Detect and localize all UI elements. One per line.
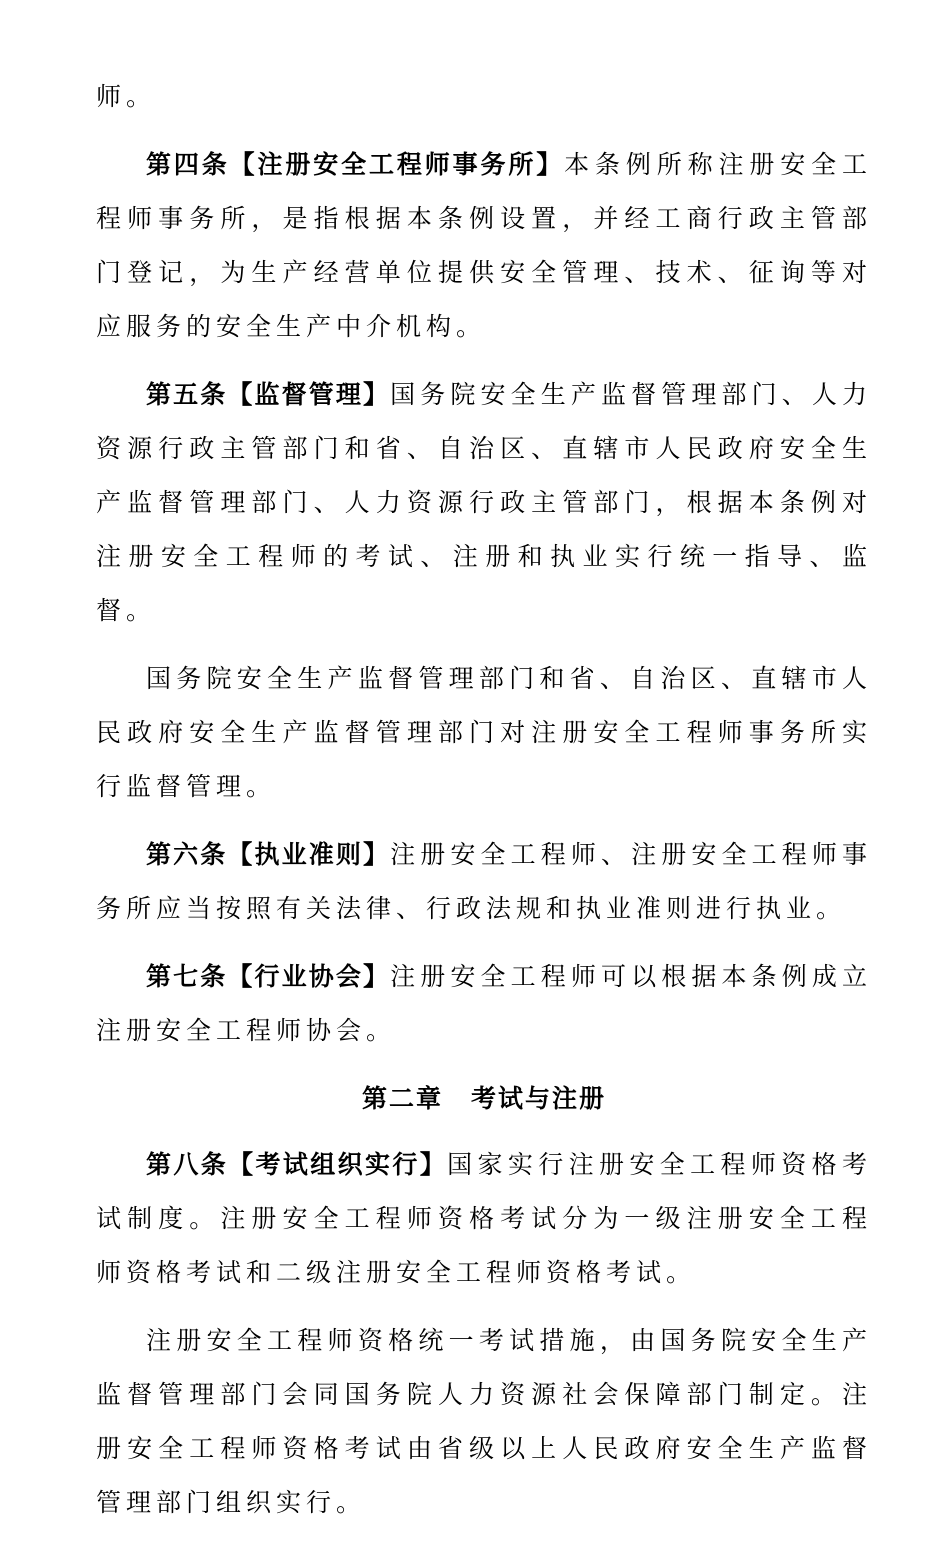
article-text: 国家实行注册安全工程师资格考试制度。注册安全工程师资格考试分为一级注册安全工程师资格考试和二级注册安全工程师资格考试。 (96, 1150, 872, 1287)
paragraph-text: 国务院安全生产监督管理部门和省、自治区、直辖市人民政府安全生产监督管理部门对注册安全工程师事务所实行监督管理。 (96, 664, 872, 801)
chapter-heading (96, 1072, 872, 1126)
article-text: 国务院安全生产监督管理部门、人力资源行政主管部门和省、自治区、直辖市人民政府安全生产监督管理部门、人力资源行政主管部门，根据本条例对注册安全工程师的考试、注册和执业实行统一指导、监督。 (96, 380, 872, 625)
article-8 (96, 1138, 872, 1300)
article-heading: 第五条【监督管理】 (146, 380, 391, 409)
article-heading: 第八条【考试组织实行】 (146, 1150, 448, 1179)
article-text: 本条例所称注册安全工程师事务所，是指根据本条例设置，并经工商行政主管部门登记，为生产经营单位提供安全管理、技术、征询等对应服务的安全生产中介机构。 (96, 150, 872, 341)
article-7 (96, 950, 872, 1058)
article-text: 注册安全工程师、注册安全工程师事务所应当按照有关法律、行政法规和执业准则进行执业。 (96, 840, 872, 923)
chapter-title: 考试与注册 (471, 1084, 607, 1113)
article-heading: 第七条【行业协会】 (146, 962, 391, 991)
paragraph-continuation (96, 70, 872, 124)
article-5-paragraph-2 (96, 652, 872, 814)
paragraph-text: 注册安全工程师资格统一考试措施，由国务院安全生产监督管理部门会同国务院人力资源社会保障部门制定。注册安全工程师资格考试由省级以上人民政府安全生产监督管理部门组织实行。 (96, 1326, 872, 1517)
article-8-paragraph-2 (96, 1314, 872, 1530)
article-5 (96, 368, 872, 638)
document-page (96, 70, 872, 1544)
article-heading: 第六条【执业准则】 (146, 840, 391, 869)
article-6 (96, 828, 872, 936)
chapter-number: 第二章 (361, 1084, 443, 1113)
article-text: 注册安全工程师可以根据本条例成立注册安全工程师协会。 (96, 962, 872, 1045)
paragraph-text: 师。 (96, 82, 157, 111)
article-4 (96, 138, 872, 354)
article-heading: 第四条【注册安全工程师事务所】 (146, 150, 565, 179)
